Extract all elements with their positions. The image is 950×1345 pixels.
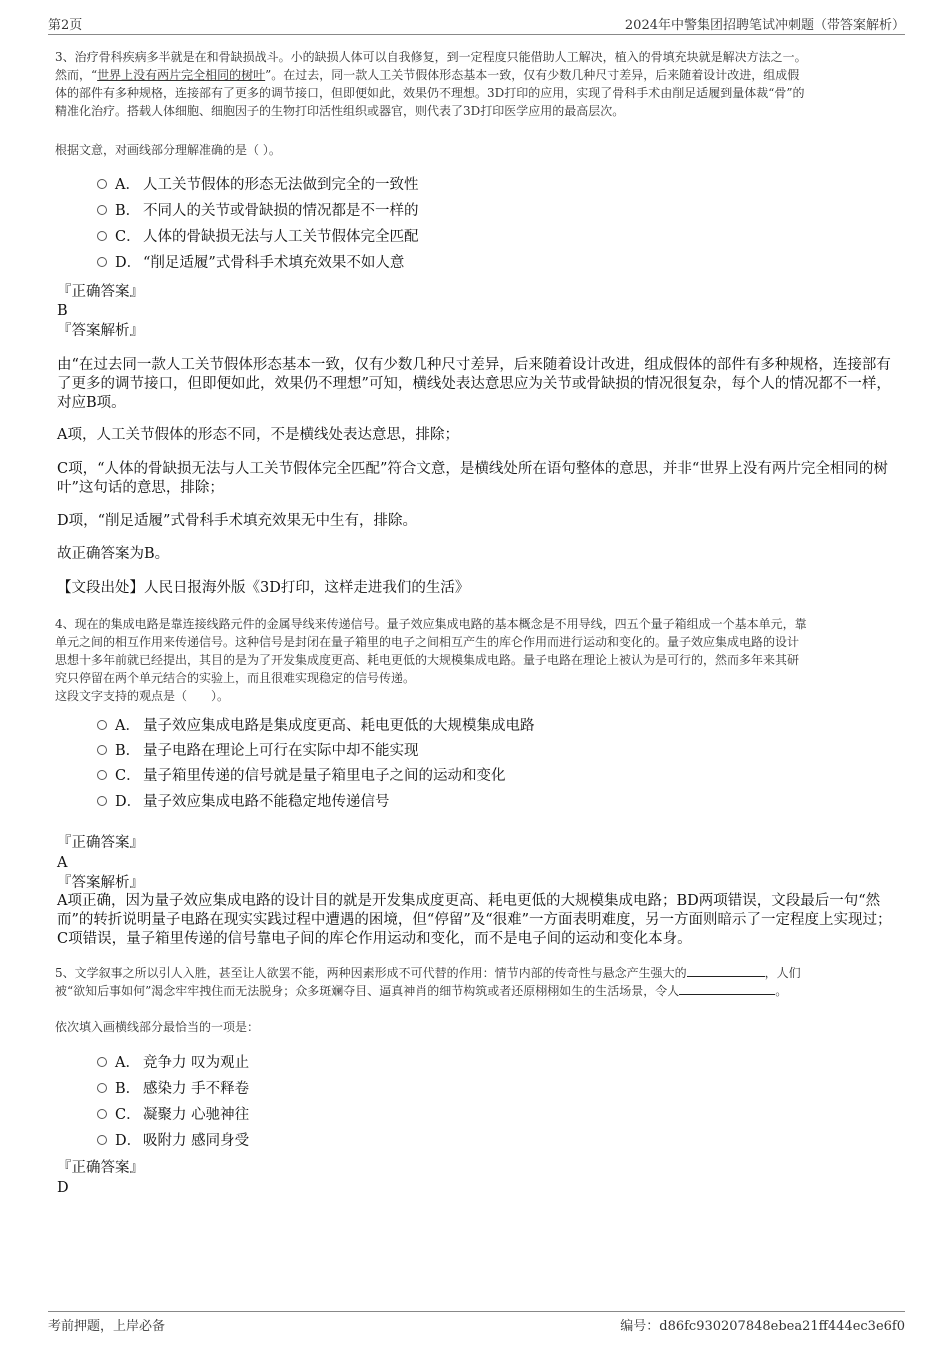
- q5-blank-2: [679, 982, 775, 995]
- q5-option-a[interactable]: A． 竞争力 叹为观止: [97, 1053, 249, 1073]
- q5-option-b[interactable]: B． 感染力 手不释卷: [97, 1079, 249, 1099]
- radio-icon[interactable]: [97, 205, 107, 215]
- q4-passage: [55, 615, 905, 705]
- q3-passage-line-2: 然而，“世界上没有两片完全相同的树叶”。在过去，同一款人工关节假体形态基本一致，仅有少数几种尺寸差异，后来随着设计改进，组成假: [55, 68, 800, 82]
- q5-option-d[interactable]: D． 吸附力 感同身受: [97, 1131, 249, 1151]
- q4-passage-line-3: 思想十多年前就已经提出，其目的是为了开发集成度更高、耗电更低的大规模集成电路。量子电路在理论上被认为是可行的，然而多年来其研: [55, 653, 800, 667]
- q5-option-c[interactable]: C． 凝聚力 心驰神往: [97, 1105, 249, 1125]
- q3-option-c[interactable]: C． 人体的骨缺损无法与人工关节假体完全匹配: [97, 227, 419, 247]
- q3-answer: B: [57, 303, 68, 319]
- radio-icon[interactable]: [97, 1083, 107, 1093]
- radio-icon[interactable]: [97, 720, 107, 730]
- q4-answer: A: [57, 855, 68, 871]
- q4-analysis: A项正确，因为量子效应集成电路的设计目的就是开发集成度更高、耗电更低的大规模集成电路；BD两项错误，文段最后一句“然而”的转折说明量子电路在现实实践过程中遭遇的困境，但“停留”及“很难”一方面表明难度，另一方面则暗示了一定程度上实现过；C项错误，量子箱里传递的信号靠电子间的库仑作用运动和变化，而不是电子间的运动和变化本身。: [57, 893, 892, 947]
- q3-underlined-phrase: 世界上没有两片完全相同的树叶: [97, 68, 266, 82]
- radio-icon[interactable]: [97, 1109, 107, 1119]
- q3-stem: 根据文意，对画线部分理解准确的是（ ）。: [55, 143, 281, 157]
- document-code: 编号：d86fc930207848ebea21ff444ec3e6f0: [620, 1319, 905, 1334]
- q3-option-a[interactable]: A． 人工关节假体的形态无法做到完全的一致性: [97, 175, 419, 195]
- q3-passage-line-3: 体的部件有多种规格，连接部有了更多的调节接口，但即便如此，效果仍不理想。3D打印的应用，实现了骨科手术由削足适履到量体裁“骨”的: [55, 86, 805, 100]
- q4-passage-line-4: 究只停留在两个单元结合的实验上，而且很难实现稳定的信号传递。: [55, 671, 416, 685]
- q3-analysis-label: 『答案解析』: [57, 323, 144, 339]
- radio-icon[interactable]: [97, 179, 107, 189]
- q5-answer: D: [57, 1180, 69, 1196]
- q3-source: 【文段出处】人民日报海外版《3D打印，这样走进我们的生活》: [57, 580, 470, 596]
- q5-stem: 依次填入画横线部分最恰当的一项是：: [55, 1020, 260, 1034]
- q3-passage-line-1: 3、治疗骨科疾病多半就是在和骨缺损战斗。小的缺损人体可以自我修复，到一定程度只能借助人工解决，植入的骨填充块就是解决方法之一。: [55, 50, 807, 64]
- q4-option-a[interactable]: A． 量子效应集成电路是集成度更高、耗电更低的大规模集成电路: [97, 716, 535, 736]
- radio-icon[interactable]: [97, 770, 107, 780]
- q3-analysis-2: A项，人工关节假体的形态不同，不是横线处表达意思，排除；: [57, 427, 459, 443]
- q4-stem: 这段文字支持的观点是（ ）。: [55, 689, 230, 703]
- q5-passage-line-1: 5、文学叙事之所以引人入胜，甚至让人欲罢不能，两种因素形成不可代替的作用：情节内部的传奇性与悬念产生强大的 ，人们: [55, 966, 801, 980]
- q4-analysis-label: 『答案解析』: [57, 875, 144, 891]
- q4-option-b[interactable]: B． 量子电路在理论上可行在实际中却不能实现: [97, 741, 419, 761]
- q3-option-d[interactable]: D． “削足适履”式骨科手术填充效果不如人意: [97, 253, 404, 273]
- q3-passage-line-4: 精准化治疗。搭载人体细胞、细胞因子的生物打印活性组织或器官，则代表了3D打印医学应用的最高层次。: [55, 104, 625, 118]
- q4-answer-label: 『正确答案』: [57, 835, 144, 851]
- document-title: 2024年中警集团招聘笔试冲刺题（带答案解析）: [624, 18, 905, 33]
- q4-passage-line-1: 4、现在的集成电路是靠连接线路元件的金属导线来传递信号。量子效应集成电路的基本概念是不用导线，四五个量子箱组成一个基本单元，靠: [55, 617, 807, 631]
- radio-icon[interactable]: [97, 745, 107, 755]
- q5-passage: [55, 964, 910, 1000]
- page-header: [48, 12, 905, 35]
- q5-passage-line-2: 被“欲知后事如何”渴念牢牢拽住而无法脱身；众多斑斓夺目、逼真神肖的细节构筑或者还原栩栩如生的生活场景，令人 。: [55, 984, 788, 998]
- q3-analysis-3: C项，“人体的骨缺损无法与人工关节假体完全匹配”符合文意，是横线处所在语句整体的意思，并非“世界上没有两片完全相同的树叶”这句话的意思，排除；: [57, 461, 888, 496]
- radio-icon[interactable]: [97, 1057, 107, 1067]
- page-footer: [48, 1311, 905, 1334]
- page-number: 第2页: [48, 18, 83, 33]
- q5-answer-label: 『正确答案』: [57, 1160, 144, 1176]
- q3-analysis-5: 故正确答案为B。: [57, 546, 170, 562]
- q4-passage-line-2: 单元之间的相互作用来传递信号。这种信号是封闭在量子箱里的电子之间相互产生的库仑作用而进行运动和变化的。量子效应集成电路的设计: [55, 635, 800, 649]
- q3-analysis-4: D项，“削足适履”式骨科手术填充效果无中生有，排除。: [57, 513, 417, 529]
- q3-analysis-1: 由“在过去同一款人工关节假体形态基本一致，仅有少数几种尺寸差异，后来随着设计改进，组成假体的部件有多种规格，连接部有了更多的调节接口，但即便如此，效果仍不理想”可知，横线处表达意思应为关节或骨缺损的情况很复杂，每个人的情况都不一样，对应B项。: [57, 357, 891, 411]
- radio-icon[interactable]: [97, 1135, 107, 1145]
- q5-blank-1: [687, 964, 765, 977]
- radio-icon[interactable]: [97, 257, 107, 267]
- q3-answer-label: 『正确答案』: [57, 284, 144, 300]
- q3-passage: [55, 48, 905, 120]
- radio-icon[interactable]: [97, 796, 107, 806]
- radio-icon[interactable]: [97, 231, 107, 241]
- q4-option-d[interactable]: D． 量子效应集成电路不能稳定地传递信号: [97, 792, 390, 812]
- q3-option-b[interactable]: B． 不同人的关节或骨缺损的情况都是不一样的: [97, 201, 419, 221]
- footer-slogan: 考前押题，上岸必备: [48, 1319, 166, 1334]
- q4-option-c[interactable]: C． 量子箱里传递的信号就是量子箱里电子之间的运动和变化: [97, 766, 506, 786]
